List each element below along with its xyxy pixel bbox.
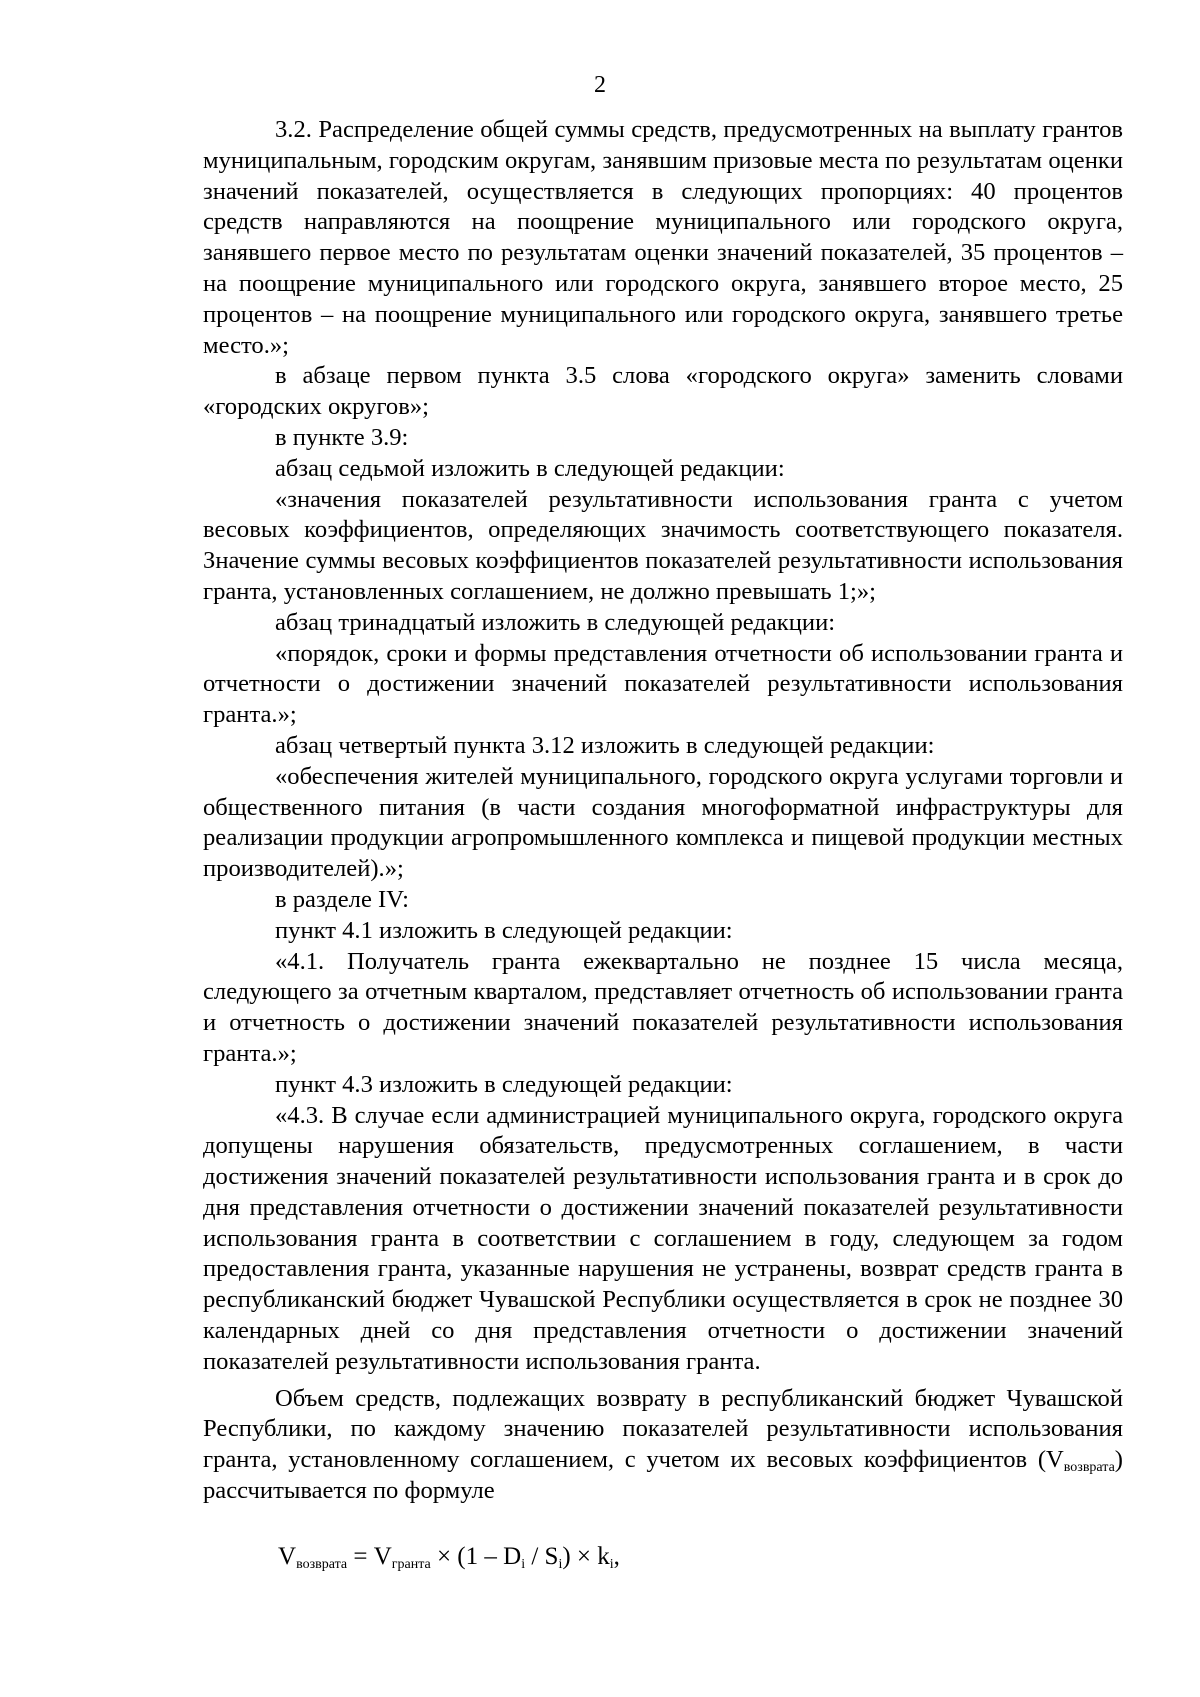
paragraph-3-2: 3.2. Распределение общей суммы средств, предусмотренных на выплату грантов муниципальным, городским округам, занявшим призовые места по результатам оценки значений показателей, осуществляется в следующих пропорциях: 40 процентов средств направляются на поощрение муниципального или городского округа, занявшего первое место по результатам оценки значений показателей, 35 процентов – на поощрение муниципального или городского округа, занявшего второе место, 25 процентов – на поощрение муниципального или городского округа, занявшего третье место.»; <box>203 116 1123 359</box>
paragraph-thirteenth-text: «порядок, сроки и формы представления отчетности об использовании гранта и отчетности о достижении значений показателей результативности использования гранта.»; <box>203 639 1123 729</box>
formula-k-sub: i <box>609 1557 614 1572</box>
formula-v-grant: V <box>373 1543 392 1570</box>
formula-end: , <box>613 1543 620 1570</box>
formula-s-sub: i <box>558 1557 563 1572</box>
paragraph-4-3-intro: пункт 4.3 изложить в следующей редакции: <box>275 1070 733 1098</box>
paragraph-seventh-text: «значения показателей результативности использования гранта с учетом весовых коэффициентов, определяющих значимость соответствующего показателя. Значение суммы весовых коэффициентов показателей результативности использования гранта, установленных соглашением, не должно превышать 1;»; <box>203 485 1123 605</box>
paragraph-4-3-text: «4.3. В случае если администрацией муниципального округа, городского округа допущены нарушения обязательств, предусмотренных соглашением, в части достижения значений показателей результативности использования гранта и в срок до дня представления отчетности о достижении значений показателей результативности использования гранта в соответствии с соглашением в году, следующем за годом предоставления гранта, указанные нарушения не устранены, возврат средств гранта в республиканский бюджет Чувашской Республики осуществляется в срок не позднее 30 календарных дней со дня представления отчетности о достижении значений показателей результативности использования гранта. <box>203 1101 1123 1375</box>
page-number: 2 <box>594 72 606 98</box>
paragraph-3-12-text: «обеспечения жителей муниципального, городского округа услугами торговли и общественного питания (в части создания многоформатной инфраструктуры для реализации продукции агропромышленного комплекса и пищевой продукции местных производителей).»; <box>203 762 1123 883</box>
return-formula <box>278 1541 620 1573</box>
paragraph-4-1-text: «4.1. Получатель гранта ежеквартально не позднее 15 числа месяца, следующего за отчетным кварталом, представляет отчетность об использовании гранта и отчетность о достижении значений показателей результативности использования гранта.»; <box>203 947 1123 1067</box>
document-body <box>203 115 1123 1507</box>
formula-middle: × (1 – D <box>430 1543 522 1570</box>
paragraph-seventh-intro: абзац седьмой изложить в следующей редакции: <box>275 454 785 482</box>
paragraph-4-1-intro: пункт 4.1 изложить в следующей редакции: <box>275 916 733 944</box>
paragraph-thirteenth-intro: абзац тринадцатый изложить в следующей редакции: <box>275 608 836 636</box>
return-volume-text-end: ) рассчитывается по формуле <box>203 1446 1123 1505</box>
formula-d-sub: i <box>521 1557 526 1572</box>
formula-v-grant-sub: гранта <box>391 1557 431 1572</box>
formula-slash: / S <box>525 1543 559 1570</box>
v-return-subscript: возврата <box>1063 1460 1115 1476</box>
formula-equals: = <box>347 1543 374 1570</box>
paragraph-3-9-heading: в пункте 3.9: <box>275 423 409 451</box>
paragraph-3-5-amendment: в абзаце первом пункта 3.5 слова «городского округа» заменить словами «городских округов»; <box>203 362 1123 421</box>
paragraph-3-12-intro: абзац четвертый пункта 3.12 изложить в следующей редакции: <box>275 731 935 759</box>
paragraph-return-volume <box>203 1384 1123 1507</box>
formula-v-return: V <box>278 1543 297 1570</box>
formula-v-return-sub: возврата <box>296 1557 348 1572</box>
formula-tail: ) × k <box>562 1543 610 1570</box>
return-volume-text: Объем средств, подлежащих возврату в республиканский бюджет Чувашской Республики, по каждому значению показателей результативности использования гранта, установленному соглашением, с учетом их весовых коэффициентов (V <box>203 1384 1123 1474</box>
section-iv-heading: в разделе IV: <box>275 885 409 913</box>
